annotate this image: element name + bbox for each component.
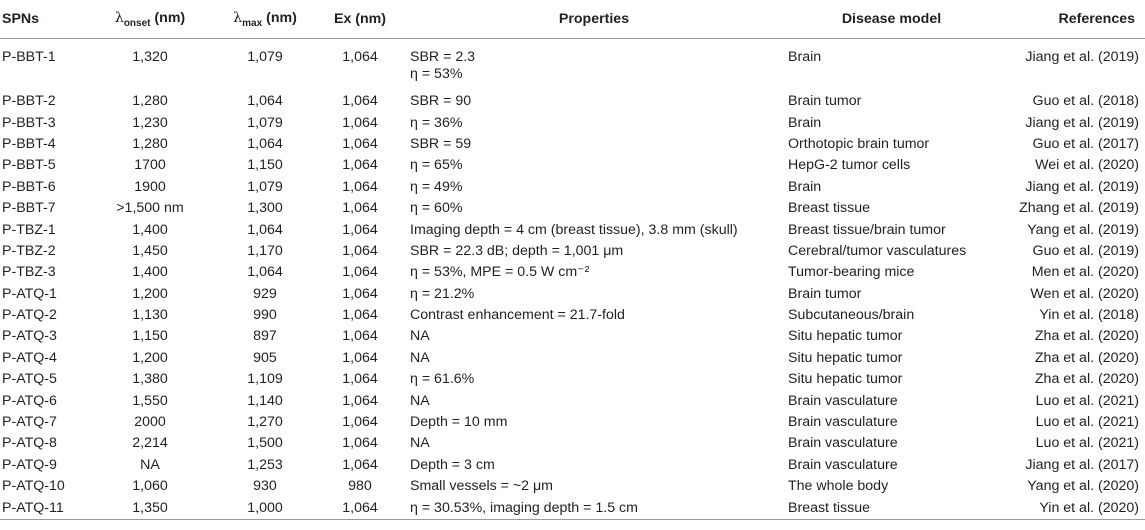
spn-cell: P-ATQ-2 bbox=[2, 307, 57, 324]
table-row bbox=[0, 326, 1145, 347]
table-row bbox=[0, 390, 1145, 411]
reference-cell: Zha et al. (2020) bbox=[1034, 328, 1139, 345]
properties-cell: NA bbox=[410, 435, 430, 452]
ex-cell: 1,064 bbox=[342, 349, 378, 366]
ex-cell: 1,064 bbox=[342, 93, 378, 110]
disease-model-cell: Cerebral/tumor vasculatures bbox=[788, 242, 967, 259]
table-body bbox=[0, 39, 1145, 520]
disease-model-cell: Brain vasculature bbox=[788, 435, 898, 452]
properties-cell: η = 53%, MPE = 0.5 W cm⁻² bbox=[410, 264, 590, 281]
lambda-max-cell: 1,253 bbox=[247, 456, 283, 473]
lambda-onset-cell: 1,130 bbox=[132, 307, 168, 324]
disease-model-cell: Brain tumor bbox=[788, 93, 862, 110]
spn-cell: P-ATQ-5 bbox=[2, 371, 57, 388]
table-row bbox=[0, 177, 1145, 198]
ex-cell: 1,064 bbox=[342, 242, 378, 259]
lambda-max-cell: 1,000 bbox=[210, 497, 320, 519]
reference-cell: Luo et al. (2021) bbox=[1035, 414, 1139, 431]
table-row bbox=[0, 348, 1145, 369]
lambda-onset-cell: 2000 bbox=[134, 414, 166, 431]
ex-cell: 1,064 bbox=[342, 157, 378, 174]
lambda-max-cell: 905 bbox=[253, 349, 277, 366]
reference-cell: Jiang et al. (2019) bbox=[1025, 178, 1139, 195]
table-row bbox=[0, 284, 1145, 305]
disease-model-cell: Brain bbox=[788, 114, 822, 131]
reference-cell: Yin et al. (2020) bbox=[995, 497, 1145, 519]
lambda-onset-cell: 1,550 bbox=[132, 392, 168, 409]
disease-model-cell: Situ hepatic tumor bbox=[788, 349, 903, 366]
lambda-onset-cell: 1,060 bbox=[132, 478, 168, 495]
properties-cell: Contrast enhancement = 21.7-fold bbox=[410, 307, 625, 324]
spn-cell: P-ATQ-1 bbox=[2, 285, 57, 302]
lambda-max-cell: 897 bbox=[253, 328, 277, 345]
spn-cell: P-ATQ-6 bbox=[2, 392, 57, 409]
reference-cell: Men et al. (2020) bbox=[1031, 264, 1139, 281]
spn-cell: P-BBT-2 bbox=[2, 93, 56, 110]
disease-model-cell: Brain vasculature bbox=[788, 456, 898, 473]
table-row bbox=[0, 497, 1145, 519]
table-row bbox=[0, 112, 1145, 133]
table-row bbox=[0, 155, 1145, 176]
lambda-onset-cell: 1,400 bbox=[132, 264, 168, 281]
lambda-onset-cell: 1,350 bbox=[90, 497, 210, 519]
properties-cell: η = 36% bbox=[410, 114, 463, 131]
reference-cell: Jiang et al. (2019) bbox=[1025, 49, 1139, 65]
unit-label: (nm) bbox=[150, 9, 186, 26]
reference-cell: Luo et al. (2021) bbox=[1035, 435, 1139, 452]
unit-label: (nm) bbox=[262, 9, 297, 26]
reference-cell: Zhang et al. (2019) bbox=[1019, 200, 1139, 217]
ex-cell: 1,064 bbox=[342, 114, 378, 131]
spn-cell: P-BBT-5 bbox=[2, 157, 56, 174]
lambda-onset-cell: 1,150 bbox=[132, 328, 168, 345]
ex-cell: 1,064 bbox=[342, 178, 378, 195]
onset-subscript: onset bbox=[123, 17, 151, 29]
properties-cell: Imaging depth = 4 cm (breast tissue), 3.8 mm (skull) bbox=[410, 221, 738, 238]
lambda-onset-cell: >1,500 nm bbox=[116, 200, 184, 217]
spn-cell: P-ATQ-4 bbox=[2, 349, 57, 366]
ex-cell: 1,064 bbox=[342, 328, 378, 345]
disease-model-cell: Brain bbox=[788, 178, 822, 195]
disease-model-cell: Subcutaneous/brain bbox=[788, 307, 915, 324]
table-row bbox=[0, 198, 1145, 219]
lambda-max-cell: 1,109 bbox=[247, 371, 283, 388]
lambda-max-cell: 1,064 bbox=[247, 221, 283, 238]
disease-model-cell: Brain tumor bbox=[788, 285, 862, 302]
lambda-max-cell: 1,270 bbox=[247, 414, 283, 431]
reference-cell: Wen et al. (2020) bbox=[1030, 285, 1139, 302]
ex-cell: 1,064 bbox=[342, 135, 378, 152]
lambda-onset-cell: NA bbox=[140, 456, 160, 473]
properties-cell: η = 60% bbox=[410, 200, 463, 217]
lambda-max-cell: 1,064 bbox=[247, 93, 283, 110]
spn-cell: P-BBT-7 bbox=[2, 200, 56, 217]
disease-model-cell: Breast tissue bbox=[788, 200, 871, 217]
properties-cell: NA bbox=[410, 392, 430, 409]
lambda-max-cell: 1,064 bbox=[247, 264, 283, 281]
lambda-max-cell: 1,170 bbox=[247, 242, 283, 259]
table-row bbox=[0, 241, 1145, 262]
lambda-onset-cell: 1900 bbox=[134, 178, 166, 195]
header-row bbox=[0, 0, 1145, 39]
ex-cell: 1,064 bbox=[342, 200, 378, 217]
properties-line: SBR = 2.3 bbox=[410, 49, 476, 65]
lambda-max-cell: 990 bbox=[253, 307, 277, 324]
table-row bbox=[0, 412, 1145, 433]
lambda-max-cell: 1,500 bbox=[247, 435, 283, 452]
properties-line: η = 53% bbox=[410, 66, 463, 82]
header-spns: SPNs bbox=[0, 0, 90, 39]
spn-cell: P-ATQ-7 bbox=[2, 414, 57, 431]
header-references: References bbox=[995, 0, 1145, 39]
ex-cell: 1,064 bbox=[342, 392, 378, 409]
spn-cell: P-BBT-3 bbox=[2, 114, 56, 131]
disease-model-cell: Breast tissue/brain tumor bbox=[788, 221, 946, 238]
disease-model-cell: HepG-2 tumor cells bbox=[788, 157, 911, 174]
reference-cell: Zha et al. (2020) bbox=[1034, 371, 1139, 388]
lambda-max-cell: 1,064 bbox=[247, 135, 283, 152]
reference-cell: Zha et al. (2020) bbox=[1034, 349, 1139, 366]
table-row bbox=[0, 91, 1145, 112]
lambda-onset-cell: 1,280 bbox=[132, 93, 168, 110]
table-row bbox=[0, 219, 1145, 240]
disease-model-cell: Breast tissue bbox=[788, 497, 995, 519]
properties-cell: η = 49% bbox=[410, 178, 463, 195]
lambda-max-cell: 930 bbox=[253, 478, 277, 495]
ex-cell: 1,064 bbox=[342, 307, 378, 324]
properties-cell: η = 21.2% bbox=[410, 285, 475, 302]
reference-cell: Luo et al. (2021) bbox=[1035, 392, 1139, 409]
ex-cell: 1,064 bbox=[342, 414, 378, 431]
spn-cell: P-ATQ-3 bbox=[2, 328, 57, 345]
properties-cell: η = 61.6% bbox=[410, 371, 475, 388]
lambda-onset-cell: 1,200 bbox=[132, 285, 168, 302]
ex-cell: 1,064 bbox=[342, 285, 378, 302]
ex-cell: 1,064 bbox=[342, 435, 378, 452]
reference-cell: Yin et al. (2018) bbox=[1039, 307, 1139, 324]
properties-cell: Depth = 10 mm bbox=[410, 414, 508, 431]
spn-cell: P-TBZ-1 bbox=[2, 221, 56, 238]
properties-cell: SBR = 22.3 dB; depth = 1,001 μm bbox=[410, 242, 624, 259]
lambda-symbol: λ bbox=[114, 9, 124, 26]
ex-cell: 1,064 bbox=[342, 371, 378, 388]
disease-model-cell: Situ hepatic tumor bbox=[788, 328, 903, 345]
properties-cell: SBR = 59 bbox=[410, 135, 472, 152]
table-row bbox=[0, 262, 1145, 283]
lambda-max-cell: 1,079 bbox=[247, 49, 283, 65]
properties-cell: η = 30.53%, imaging depth = 1.5 cm bbox=[400, 497, 788, 519]
disease-model-cell: Brain vasculature bbox=[788, 392, 898, 409]
table-row bbox=[0, 369, 1145, 390]
header-lambda-max bbox=[210, 0, 320, 39]
spn-cell: P-ATQ-10 bbox=[2, 478, 65, 495]
header-ex: Ex (nm) bbox=[320, 0, 400, 39]
properties-cell: SBR = 90 bbox=[410, 93, 472, 110]
disease-model-cell: The whole body bbox=[788, 478, 889, 495]
properties-cell: NA bbox=[410, 349, 430, 366]
spn-cell: P-ATQ-11 bbox=[0, 497, 90, 519]
lambda-symbol: λ bbox=[233, 9, 243, 26]
lambda-max-cell: 1,150 bbox=[247, 157, 283, 174]
disease-model-cell: Orthotopic brain tumor bbox=[788, 135, 930, 152]
table-header bbox=[0, 0, 1145, 39]
table-row bbox=[0, 134, 1145, 155]
lambda-max-cell: 1,300 bbox=[247, 200, 283, 217]
table-row bbox=[0, 39, 1145, 92]
header-lambda-onset bbox=[90, 0, 210, 39]
disease-model-cell: Tumor-bearing mice bbox=[788, 264, 915, 281]
max-subscript: max bbox=[242, 17, 263, 29]
lambda-onset-cell: 2,214 bbox=[132, 435, 168, 452]
properties-cell bbox=[400, 39, 788, 92]
reference-cell: Guo et al. (2018) bbox=[1032, 93, 1139, 110]
disease-model-cell: Brain bbox=[788, 49, 822, 65]
reference-cell: Guo et al. (2019) bbox=[1032, 242, 1139, 259]
spn-cell: P-TBZ-2 bbox=[2, 242, 56, 259]
spn-cell: P-BBT-4 bbox=[2, 135, 56, 152]
lambda-onset-cell: 1,200 bbox=[132, 349, 168, 366]
ex-cell: 1,064 bbox=[342, 456, 378, 473]
header-disease-model: Disease model bbox=[788, 0, 995, 39]
table-row bbox=[0, 455, 1145, 476]
lambda-max-cell: 1,079 bbox=[247, 178, 283, 195]
properties-cell: η = 65% bbox=[410, 157, 463, 174]
disease-model-cell: Brain vasculature bbox=[788, 414, 898, 431]
spn-cell: P-BBT-1 bbox=[2, 49, 56, 65]
lambda-onset-cell: 1700 bbox=[134, 157, 166, 174]
properties-cell: NA bbox=[410, 328, 430, 345]
table-row bbox=[0, 433, 1145, 454]
disease-model-cell: Situ hepatic tumor bbox=[788, 371, 903, 388]
lambda-max-cell: 1,079 bbox=[247, 114, 283, 131]
lambda-onset-cell: 1,280 bbox=[132, 135, 168, 152]
lambda-max-cell: 929 bbox=[253, 285, 277, 302]
reference-cell: Jiang et al. (2017) bbox=[1025, 456, 1139, 473]
reference-cell: Yang et al. (2020) bbox=[1027, 478, 1139, 495]
header-properties: Properties bbox=[400, 0, 788, 39]
properties-cell: Small vessels = ~2 μm bbox=[410, 478, 554, 495]
lambda-max-cell: 1,140 bbox=[247, 392, 283, 409]
lambda-onset-cell: 1,230 bbox=[132, 114, 168, 131]
spn-cell: P-BBT-6 bbox=[2, 178, 56, 195]
spn-cell: P-ATQ-9 bbox=[2, 456, 57, 473]
spn-cell: P-ATQ-8 bbox=[2, 435, 57, 452]
reference-cell: Jiang et al. (2019) bbox=[1025, 114, 1139, 131]
lambda-onset-cell: 1,380 bbox=[132, 371, 168, 388]
spn-cell: P-TBZ-3 bbox=[2, 264, 56, 281]
properties-cell: Depth = 3 cm bbox=[410, 456, 495, 473]
ex-cell: 1,064 bbox=[320, 497, 400, 519]
ex-cell: 980 bbox=[348, 478, 372, 495]
table-row bbox=[0, 305, 1145, 326]
ex-cell: 1,064 bbox=[342, 264, 378, 281]
lambda-onset-cell: 1,400 bbox=[132, 221, 168, 238]
ex-cell: 1,064 bbox=[342, 221, 378, 238]
ex-cell: 1,064 bbox=[342, 49, 378, 65]
table-row bbox=[0, 476, 1145, 497]
reference-cell: Yang et al. (2019) bbox=[1027, 221, 1139, 238]
reference-cell: Guo et al. (2017) bbox=[1032, 135, 1139, 152]
reference-cell: Wei et al. (2020) bbox=[1035, 157, 1139, 174]
lambda-onset-cell: 1,320 bbox=[132, 49, 168, 65]
lambda-onset-cell: 1,450 bbox=[132, 242, 168, 259]
